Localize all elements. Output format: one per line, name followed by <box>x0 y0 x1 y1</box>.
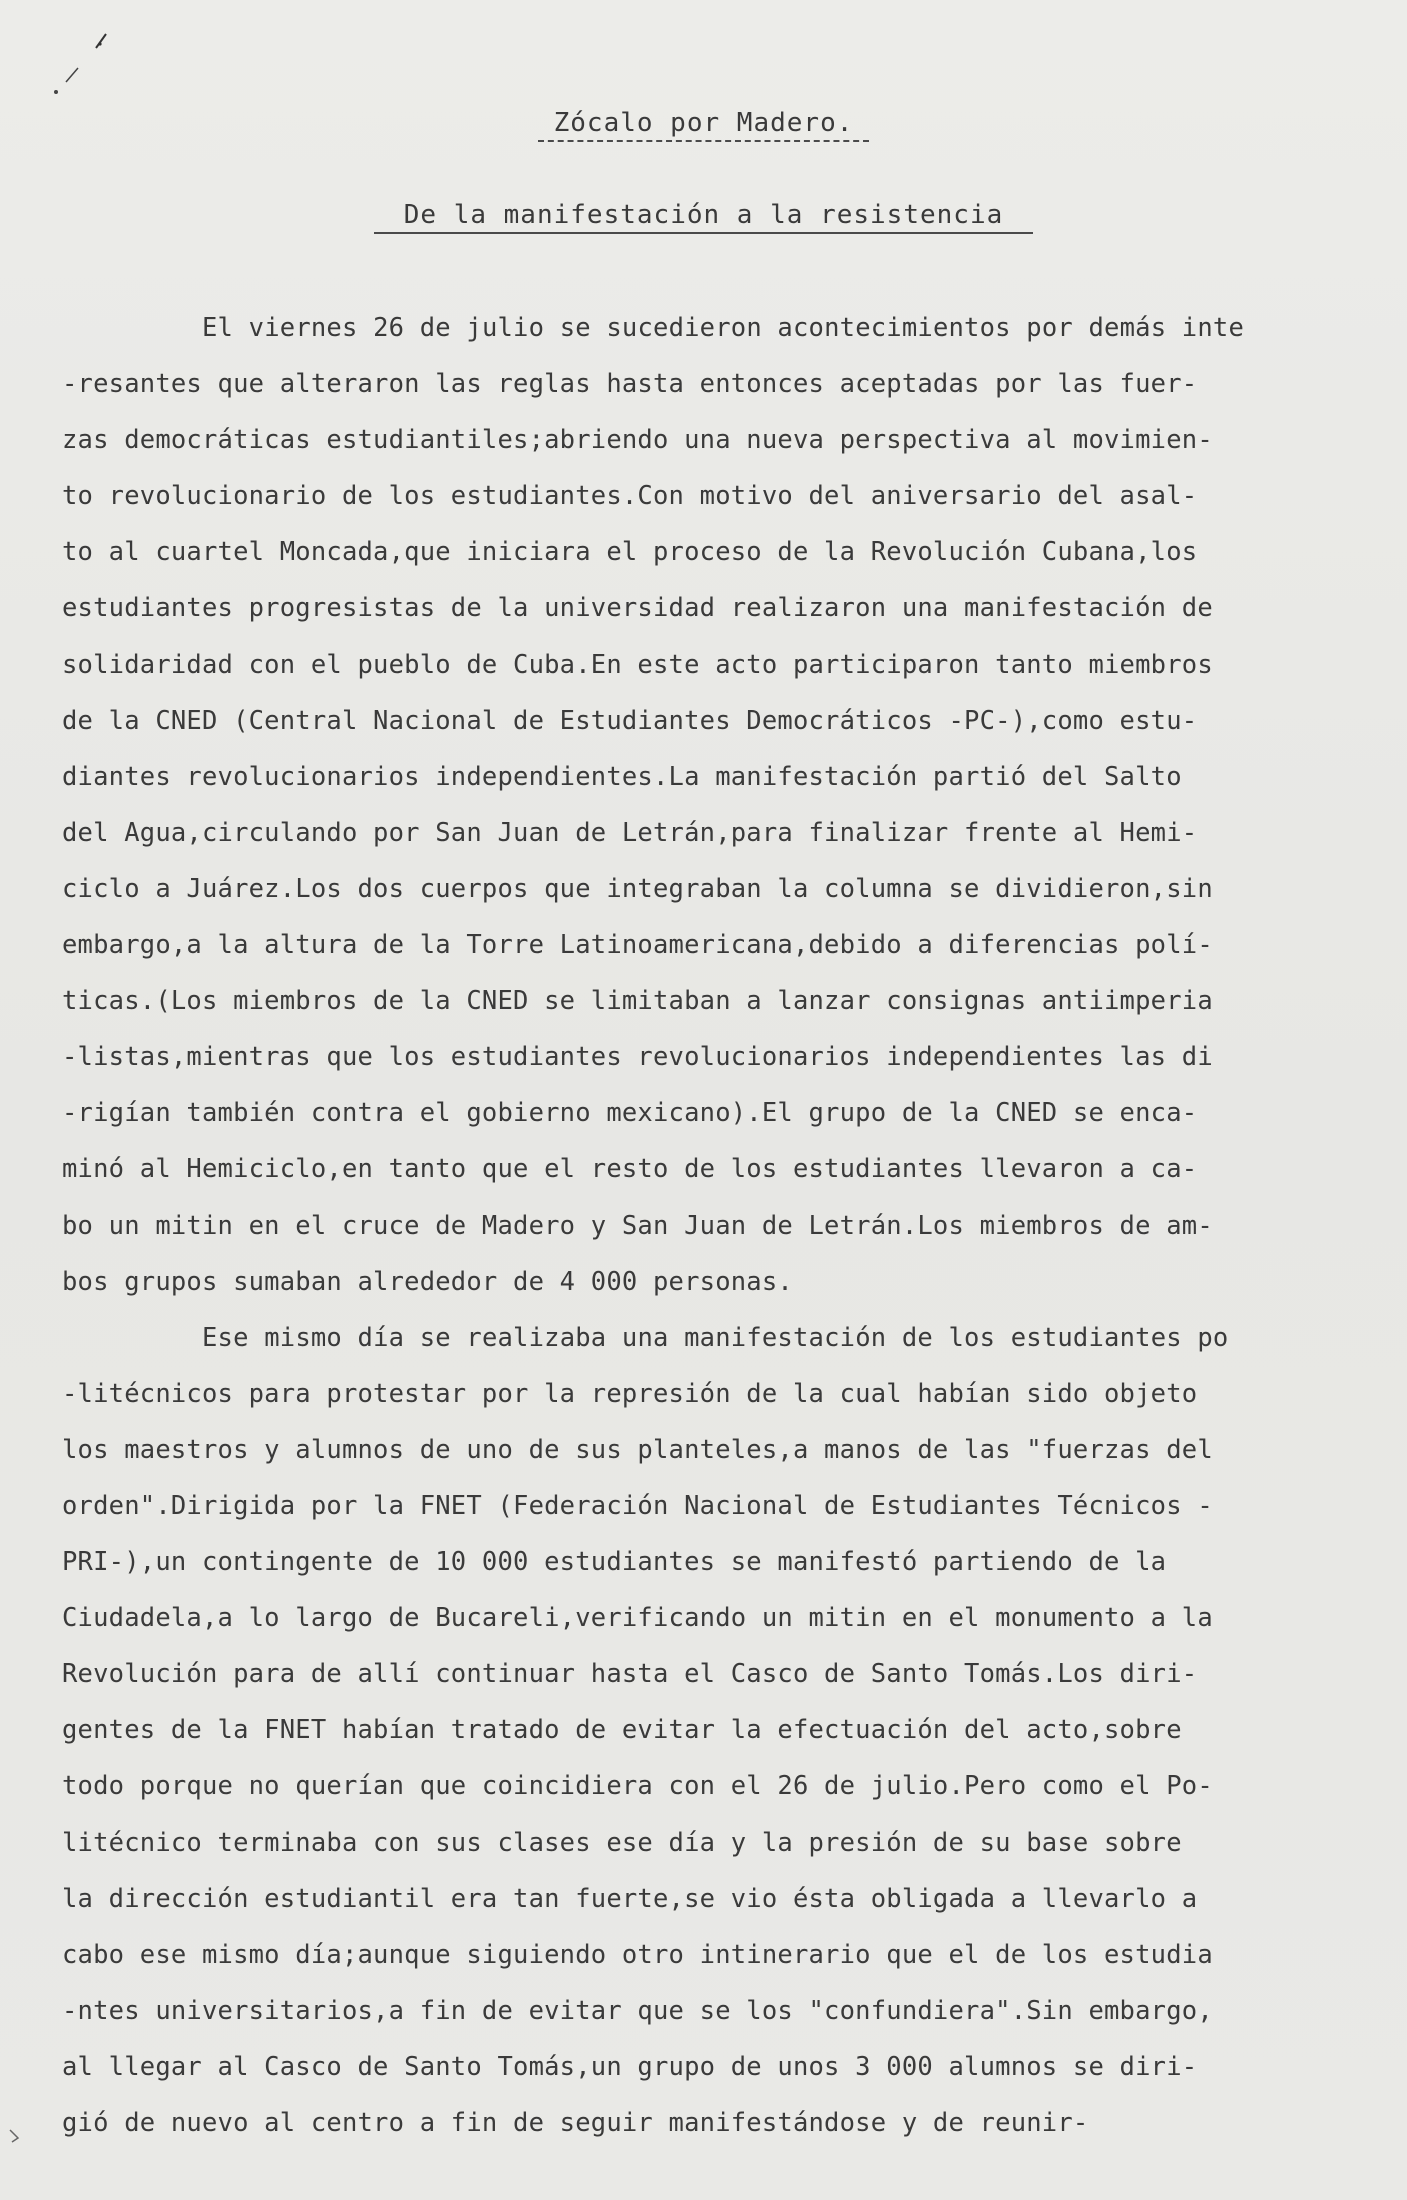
text-line: orden".Dirigida por la FNET (Federación Nacional de Estudiantes Técnicos - <box>62 1490 1213 1521</box>
text-line: minó al Hemiciclo,en tanto que el resto de los estudiantes llevaron a ca- <box>62 1154 1198 1185</box>
text-line: ciclo a Juárez.Los dos cuerpos que integraban la columna se dividieron,sin <box>62 873 1213 904</box>
text-line: -ntes universitarios,a fin de evitar que se los "confundiera".Sin embargo, <box>62 1995 1213 2026</box>
text-line: del Agua,circulando por San Juan de Letrán,para finalizar frente al Hemi- <box>62 817 1198 848</box>
text-line: estudiantes progresistas de la universidad realizaron una manifestación de <box>62 593 1213 624</box>
text-line: -rigían también contra el gobierno mexicano).El grupo de la CNED se enca- <box>62 1098 1198 1129</box>
pen-stroke-mark <box>48 30 118 100</box>
text-line: Revolución para de allí continuar hasta el Casco de Santo Tomás.Los diri- <box>62 1659 1198 1690</box>
text-line: la dirección estudiantil era tan fuerte,se vio ésta obligada a llevarlo a <box>62 1883 1198 1914</box>
document-subtitle-text: De la manifestación a la resistencia <box>374 200 1034 234</box>
text-line: PRI-),un contingente de 10 000 estudiantes se manifestó partiendo de la <box>62 1547 1167 1578</box>
text-line: solidaridad con el pueblo de Cuba.En este acto participaron tanto miembros <box>62 649 1213 680</box>
text-line: gió de nuevo al centro a fin de seguir manifestándose y de reunir- <box>62 2108 1089 2138</box>
text-line: todo porque no querían que coincidiera con el 26 de julio.Pero como el Po- <box>62 1771 1213 1802</box>
text-line: Ese mismo día se realizaba una manifestación de los estudiantes po <box>202 1322 1229 1353</box>
text-line: de la CNED (Central Nacional de Estudiantes Democráticos -PC-),como estu- <box>62 705 1198 736</box>
text-line: ticas.(Los miembros de la CNED se limitaban a lanzar consignas antiimperia <box>62 986 1213 1017</box>
document-body <box>62 300 1342 2151</box>
text-line: litécnico terminaba con sus clases ese día y la presión de su base sobre <box>62 1827 1182 1858</box>
text-line: al llegar al Casco de Santo Tomás,un grupo de unos 3 000 alumnos se diri- <box>62 2051 1198 2082</box>
text-line: to revolucionario de los estudiantes.Con motivo del aniversario del asal- <box>62 481 1198 512</box>
text-line: El viernes 26 de julio se sucedieron acontecimientos por demás inte <box>202 313 1245 343</box>
margin-mark <box>8 2126 28 2146</box>
text-line: embargo,a la altura de la Torre Latinoamericana,debido a diferencias polí- <box>62 930 1213 961</box>
text-line: los maestros y alumnos de uno de sus planteles,a manos de las "fuerzas del <box>62 1434 1213 1465</box>
text-line: bo un mitin en el cruce de Madero y San Juan de Letrán.Los miembros de am- <box>62 1210 1213 1241</box>
document-subtitle <box>0 200 1407 230</box>
text-line: -resantes que alteraron las reglas hasta entonces aceptadas por las fuer- <box>62 369 1198 400</box>
text-line: bos grupos sumaban alrededor de 4 000 personas. <box>62 1266 793 1297</box>
text-line: to al cuartel Moncada,que iniciara el proceso de la Revolución Cubana,los <box>62 537 1198 568</box>
document-title-text: Zócalo por Madero. <box>538 108 870 142</box>
text-line: -litécnicos para protestar por la represión de la cual habían sido objeto <box>62 1378 1198 1409</box>
document-title <box>0 108 1407 138</box>
text-line: cabo ese mismo día;aunque siguiendo otro intinerario que el de los estudia <box>62 1939 1213 1970</box>
text-line: gentes de la FNET habían tratado de evitar la efectuación del acto,sobre <box>62 1715 1182 1746</box>
text-line: -listas,mientras que los estudiantes revolucionarios independientes las di <box>62 1042 1213 1073</box>
text-line: zas democráticas estudiantiles;abriendo una nueva perspectiva al movimien- <box>62 425 1213 456</box>
text-line: Ciudadela,a lo largo de Bucareli,verificando un mitin en el monumento a la <box>62 1603 1213 1634</box>
text-line: diantes revolucionarios independientes.La manifestación partió del Salto <box>62 761 1182 792</box>
